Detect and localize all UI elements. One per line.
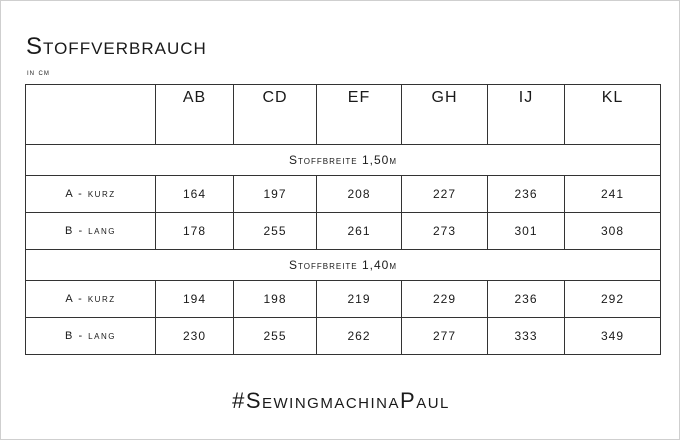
table-cell: 349 xyxy=(565,318,661,355)
section-heading: Stoffbreite 1,40m xyxy=(26,250,661,281)
column-header: KL xyxy=(565,85,661,145)
table-cell: 236 xyxy=(488,281,565,318)
row-label: A - kurz xyxy=(26,176,156,213)
column-header: CD xyxy=(234,85,317,145)
header-corner-cell xyxy=(26,85,156,145)
table-cell: 208 xyxy=(317,176,402,213)
table-cell: 197 xyxy=(234,176,317,213)
table-cell: 219 xyxy=(317,281,402,318)
table-cell: 255 xyxy=(234,213,317,250)
section-row xyxy=(26,250,661,281)
table-row xyxy=(26,176,661,213)
fabric-table xyxy=(25,84,661,355)
table-cell: 273 xyxy=(402,213,488,250)
table-cell: 194 xyxy=(156,281,234,318)
section-heading: Stoffbreite 1,50m xyxy=(26,145,661,176)
column-header: EF xyxy=(317,85,402,145)
table-row xyxy=(26,318,661,355)
table-cell: 262 xyxy=(317,318,402,355)
section-row xyxy=(26,145,661,176)
table-cell: 241 xyxy=(565,176,661,213)
table-cell: 164 xyxy=(156,176,234,213)
table-cell: 229 xyxy=(402,281,488,318)
table-cell: 261 xyxy=(317,213,402,250)
column-header: AB xyxy=(156,85,234,145)
table-cell: 227 xyxy=(402,176,488,213)
row-label: B - lang xyxy=(26,318,156,355)
table-cell: 255 xyxy=(234,318,317,355)
row-label: A - kurz xyxy=(26,281,156,318)
table-cell: 277 xyxy=(402,318,488,355)
table-header-row xyxy=(26,85,661,145)
column-header: GH xyxy=(402,85,488,145)
table-cell: 292 xyxy=(565,281,661,318)
unit-label: in cm xyxy=(27,67,50,77)
column-header: IJ xyxy=(488,85,565,145)
row-label: B - lang xyxy=(26,213,156,250)
hashtag-footer: #SewingmachinaPaul xyxy=(232,388,450,413)
page-title: Stoffverbrauch xyxy=(26,33,207,60)
table-row xyxy=(26,213,661,250)
table-cell: 236 xyxy=(488,176,565,213)
table-cell: 198 xyxy=(234,281,317,318)
table-cell: 178 xyxy=(156,213,234,250)
table-cell: 301 xyxy=(488,213,565,250)
table-row xyxy=(26,281,661,318)
table-cell: 333 xyxy=(488,318,565,355)
table-cell: 230 xyxy=(156,318,234,355)
table-cell: 308 xyxy=(565,213,661,250)
